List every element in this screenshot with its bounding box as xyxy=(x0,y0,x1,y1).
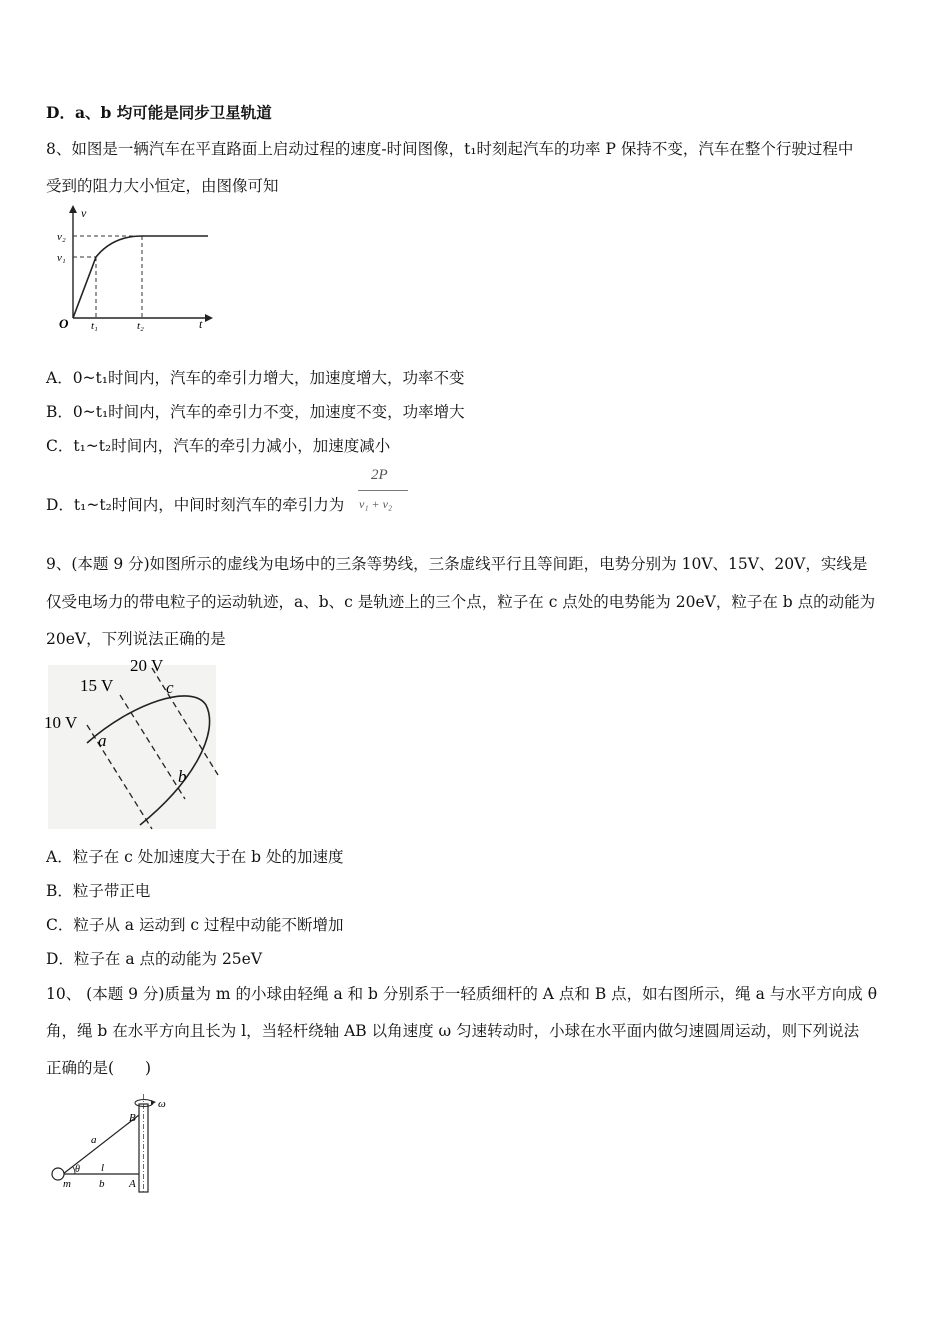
point-c-label: c xyxy=(166,678,174,697)
q8-option-c: C．t₁~t₂时间内，汽车的牵引力减小，加速度减小 xyxy=(46,437,391,455)
velocity-curve xyxy=(73,236,208,318)
q10-stem-line1: 10、 (本题 9 分)质量为 m 的小球由轻绳 a 和 b 分别系于一轻质细杆的 A 点和 B 点，如右图所示，绳 a 与水平方向成 θ xyxy=(46,985,878,1003)
q8-option-b: B．0~t₁时间内，汽车的牵引力不变，加速度不变，功率增大 xyxy=(46,403,465,421)
q9-option-a: A．粒子在 c 处加速度大于在 b 处的加速度 xyxy=(46,848,344,866)
fraction-denominator: v₁ + v₂ xyxy=(359,497,393,511)
theta-label: θ xyxy=(75,1164,80,1175)
label-15v: 15 V xyxy=(80,676,114,695)
q9-stem-line1: 9、(本题 9 分)如图所示的虚线为电场中的三条等势线，三条虚线平行且等间距，电势分别为 10V、15V、20V，实线是 xyxy=(46,555,868,573)
t-axis-arrow xyxy=(205,314,213,322)
mass-label: m xyxy=(63,1178,71,1190)
point-b-label: b xyxy=(178,767,187,786)
q8-stem-line1: 8、如图是一辆汽车在平直路面上启动过程的速度-时间图像，t₁时刻起汽车的功率 P 保持不变，汽车在整个行驶过程中 xyxy=(46,140,854,158)
figure-background xyxy=(48,665,216,829)
q9-stem-line2: 仅受电场力的带电粒子的运动轨迹，a、b、c 是轨迹上的三个点，粒子在 c 点处的电势能为 20eV，粒子在 b 点的动能为 xyxy=(46,593,876,611)
point-a-label: A xyxy=(129,1178,136,1190)
omega-label: ω xyxy=(158,1098,166,1110)
string-a-label: a xyxy=(91,1134,97,1146)
string-b-label: b xyxy=(99,1178,105,1190)
q9-option-b: B．粒子带正电 xyxy=(46,882,151,900)
q8-stem-line2: 受到的阻力大小恒定，由图像可知 xyxy=(46,177,279,195)
t1-label: t₁ xyxy=(91,320,98,332)
fraction-bar xyxy=(358,490,408,491)
length-l-label: l xyxy=(101,1162,105,1174)
v-axis-label: v xyxy=(81,206,87,220)
point-b-label: B xyxy=(129,1112,136,1124)
q9-equipotential-figure xyxy=(42,653,220,831)
v1-label: v₁ xyxy=(57,252,66,264)
q9-stem-line3: 20eV，下列说法正确的是 xyxy=(46,630,226,648)
q8-option-d: D．t₁~t₂时间内，中间时刻汽车的牵引力为 xyxy=(46,496,345,514)
t-axis-label: t xyxy=(199,317,203,331)
rotation-arrow-head xyxy=(151,1100,156,1105)
origin-label: O xyxy=(59,316,69,331)
q10-stem-line2: 角，绳 b 在水平方向且长为 l，当轻杆绕轴 AB 以角速度 ω 匀速转动时，小球在水平面内做匀速圆周运动，则下列说法 xyxy=(46,1022,860,1040)
q8-option-a: A．0~t₁时间内，汽车的牵引力增大，加速度增大，功率不变 xyxy=(46,369,465,387)
v-axis-arrow xyxy=(69,205,77,213)
t2-label: t₂ xyxy=(137,320,144,332)
q10-stem-line3: 正确的是( ) xyxy=(46,1059,152,1077)
fraction-numerator: 2P xyxy=(371,467,388,483)
q9-option-d: D．粒子在 a 点的动能为 25eV xyxy=(46,950,263,968)
label-10v: 10 V xyxy=(44,713,78,732)
q7-option-d: D．a、b 均可能是同步卫星轨道 xyxy=(46,103,272,122)
v2-label: v₂ xyxy=(57,231,66,243)
q8-velocity-time-graph xyxy=(55,203,215,333)
point-a-label: a xyxy=(98,731,107,750)
q9-option-c: C．粒子从 a 运动到 c 过程中动能不断增加 xyxy=(46,916,344,934)
label-20v: 20 V xyxy=(130,656,164,675)
q10-rod-figure xyxy=(45,1090,175,1198)
